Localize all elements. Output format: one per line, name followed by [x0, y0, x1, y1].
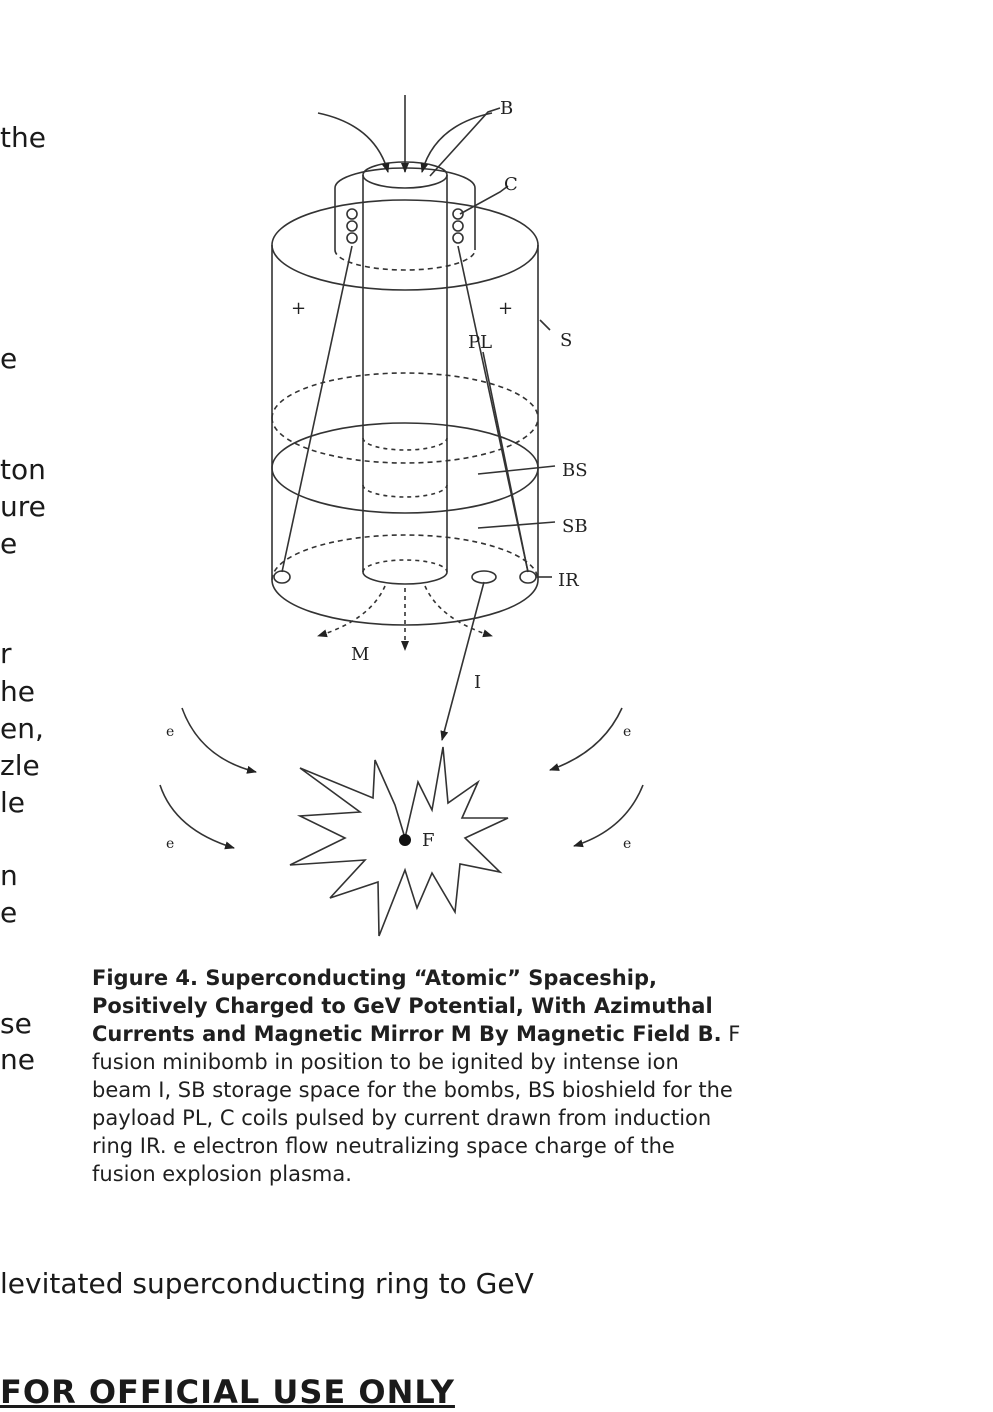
label-e: e — [623, 836, 632, 852]
footer-marking: FOR OFFICIAL USE ONLY — [0, 1373, 455, 1411]
label-bs: BS — [562, 460, 588, 481]
label-c: C — [504, 174, 518, 195]
text-fragment: the — [0, 121, 46, 154]
text-fragment: n — [0, 859, 18, 892]
bioshield-top-back — [272, 373, 538, 418]
coil-left — [347, 209, 357, 243]
text-fragment: zle — [0, 749, 40, 782]
label-m: M — [351, 644, 370, 665]
text-fragment: e — [0, 527, 18, 560]
text-fragment: ure — [0, 490, 46, 523]
label-plus: + — [498, 298, 514, 319]
coil-right — [453, 209, 463, 243]
label-sb: SB — [562, 516, 588, 537]
caption-title: Figure 4. Superconducting “Atomic” Spaceship, Positively Charged to GeV Potential, With Azimuthal Currents and Magnetic Mirror M By Magnetic Field B. — [92, 966, 722, 1046]
text-fragment: se — [0, 1007, 32, 1040]
outer-cylinder-bottom-back — [272, 535, 538, 580]
label-ir: IR — [558, 570, 579, 591]
label-s: S — [560, 330, 573, 351]
bioshield-bottom-front — [272, 468, 538, 513]
text-fragment: ton — [0, 453, 46, 486]
label-e: e — [166, 724, 175, 740]
outer-cylinder-bottom-front — [272, 580, 538, 625]
caption-body: F fusion minibomb in position to be ignited by intense ion beam I, SB storage space for the bombs, BS bioshield for the payload PL, C coils pulsed by current drawn from induction ring IR. e electron flow neutralizing space charge of the fusion explosion plasma. — [92, 1022, 741, 1186]
text-fragment: r — [0, 637, 12, 670]
label-i: I — [474, 672, 482, 693]
ion-beam-port — [472, 571, 496, 583]
label-pl: PL — [468, 332, 493, 353]
body-text-line: levitated superconducting ring to GeV — [0, 1267, 534, 1300]
text-fragment: e — [0, 896, 18, 929]
label-e: e — [166, 836, 175, 852]
fusion-explosion-burst — [290, 747, 508, 936]
outer-cylinder-top-front — [272, 245, 538, 290]
label-f: F — [422, 830, 435, 851]
figure-caption — [92, 964, 742, 1188]
collar-base — [335, 250, 475, 270]
outer-cylinder-top-back — [272, 200, 538, 245]
text-fragment: e — [0, 342, 18, 375]
label-b: B — [500, 98, 514, 119]
text-fragment: he — [0, 675, 35, 708]
induction-ring-right — [520, 571, 536, 583]
fusion-minibomb — [399, 834, 411, 846]
text-fragment: ne — [0, 1043, 35, 1076]
label-plus: + — [291, 298, 307, 319]
text-fragment: le — [0, 786, 26, 819]
text-fragment: en, — [0, 712, 44, 745]
induction-ring-left — [274, 571, 290, 583]
label-e: e — [623, 724, 632, 740]
